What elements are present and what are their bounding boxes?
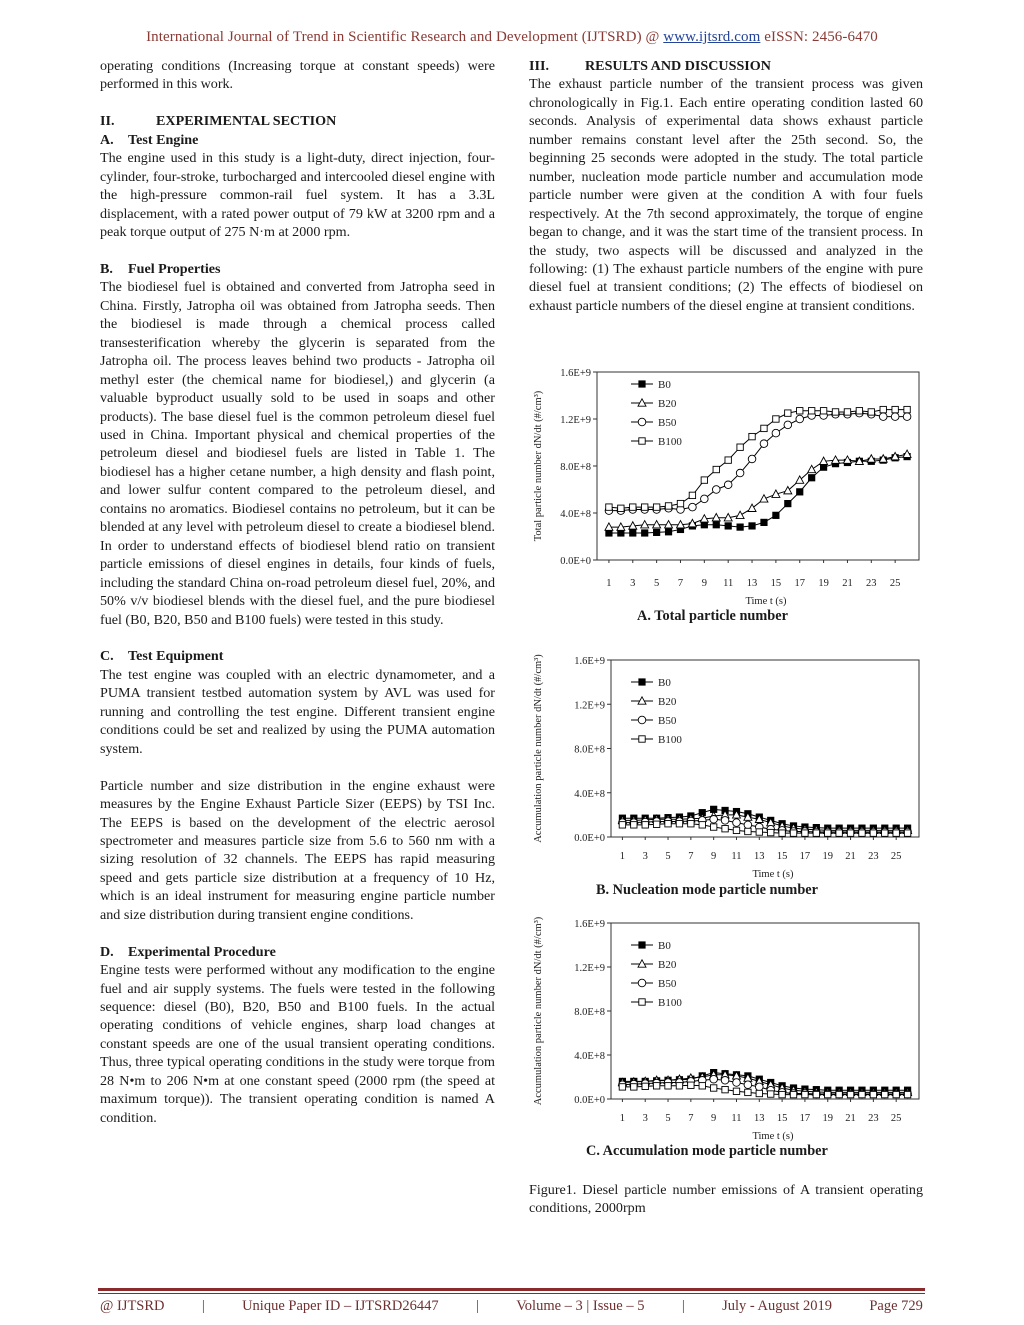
legend-marker [639, 438, 645, 444]
data-point [825, 1091, 831, 1097]
data-point [847, 1091, 853, 1097]
x-axis-label: Time t (s) [745, 596, 787, 607]
footer-sep: | [681, 1298, 685, 1314]
header-text: International Journal of Trend in Scientific Research and Development (IJTSRD) @ [146, 29, 664, 45]
x-tick-label: 13 [754, 1113, 765, 1124]
data-point [836, 830, 842, 836]
data-point [677, 500, 683, 506]
data-point [755, 1083, 763, 1091]
data-point [832, 409, 838, 415]
data-point [779, 1091, 785, 1097]
data-point [689, 492, 695, 498]
data-point [813, 830, 819, 836]
x-tick-label: 9 [701, 578, 707, 589]
x-tick-label: 21 [842, 578, 853, 589]
chart-caption-accumulation: C. Accumulation mode particle number [586, 1143, 828, 1159]
data-point [797, 408, 803, 414]
y-tick-label: 8.0E+8 [560, 462, 591, 473]
x-tick-label: 19 [818, 578, 829, 589]
data-point [712, 486, 720, 494]
data-point [653, 504, 659, 510]
section-heading-experimental [100, 112, 495, 130]
legend-marker [639, 736, 645, 742]
data-point [796, 415, 804, 423]
data-point [760, 440, 768, 448]
paragraph-results: The exhaust particle number of the transient process was given chronologically in Fig.1. Each entire operating condition lasted 60 seconds. Analysis of experimental data shows exhaust particle number remains constant level after the 25th second. So, the beginning 25 seconds were adopted in the study. The total particle number, nucleation mode particle number and accumulation mode particle number were given at the condition A with four fuels respectively. At the 7th second approximately, the torque of engine began to change, and it was the start time of the transient process. In the study, two aspects will be discussed and analyzed in the following: (1) The exhaust particle numbers of the engine with pure diesel fuel at transient conditions; (2) The effects of biodiesel on exhaust particle numbers of the diesel engine at transient conditions. [529, 76, 923, 314]
x-tick-label: 19 [822, 1113, 833, 1124]
data-point [882, 830, 888, 836]
x-axis-label: Time t (s) [752, 1131, 794, 1142]
data-point [785, 500, 791, 506]
data-point [653, 1083, 659, 1089]
data-point [904, 830, 910, 836]
right-column [529, 57, 923, 315]
data-point [847, 830, 853, 836]
data-point [665, 503, 671, 509]
data-point [721, 817, 729, 825]
data-point [880, 406, 886, 412]
intro-tail: operating conditions (Increasing torque at constant speeds) were performed in this work. [100, 58, 495, 93]
x-axis-label: Time t (s) [752, 869, 794, 880]
data-point [790, 1091, 796, 1097]
subsection-number: C. [100, 648, 114, 665]
section-number: II. [100, 113, 115, 130]
legend-marker [639, 679, 645, 685]
data-point [882, 1091, 888, 1097]
x-tick-label: 5 [665, 851, 671, 862]
data-point [808, 408, 814, 414]
subsection-number: B. [100, 260, 113, 277]
data-point [721, 1077, 729, 1085]
subsection-heading-experimental-procedure [100, 943, 495, 961]
data-point [808, 475, 814, 481]
y-axis-label: Total particle number dN/dt (#/cm³) [533, 390, 544, 542]
data-point [773, 416, 779, 422]
data-point [642, 530, 648, 536]
data-point [904, 1091, 910, 1097]
data-point [631, 822, 637, 828]
legend-label: B50 [658, 715, 677, 727]
x-tick-label: 21 [845, 1113, 856, 1124]
x-tick-label: 1 [606, 578, 612, 589]
data-point [701, 495, 709, 503]
legend-label: B100 [658, 734, 682, 746]
data-point [784, 421, 792, 429]
data-point [760, 495, 768, 502]
y-tick-label: 4.0E+8 [574, 788, 605, 800]
data-point [745, 828, 751, 834]
y-tick-label: 4.0E+8 [560, 509, 591, 520]
chart-svg [529, 914, 924, 1146]
x-tick-label: 23 [866, 578, 877, 589]
y-tick-label: 1.6E+9 [574, 656, 605, 667]
data-point [713, 522, 719, 528]
x-tick-label: 15 [776, 1113, 788, 1124]
subsection-heading-test-engine [100, 131, 495, 149]
data-point [856, 408, 862, 414]
series-b50 [605, 409, 911, 514]
legend-label: B50 [658, 978, 677, 990]
data-point [748, 504, 756, 511]
chart-total-particle-number [529, 364, 924, 610]
data-point [736, 511, 744, 518]
series-b20 [605, 450, 911, 530]
subsection-title: Test Engine [128, 131, 199, 148]
y-axis-label: Accumulation particle number dN/dt (#/cm³) [533, 916, 544, 1106]
data-point [859, 1091, 865, 1097]
x-tick-label: 11 [723, 578, 734, 589]
legend-marker [639, 942, 645, 948]
paragraph-test-engine: The engine used in this study is a light-duty, direct injection, four-cylinder, four-stroke, turbocharged and intercooled diesel engine with the high-pressure common-rail fuel system. It has a 3.3L displacement, with a rated power output of 79 kW at 3200 rpm and a peak torque output of 275 N·m at 2000 rpm. [100, 150, 495, 241]
y-tick-label: 4.0E+8 [574, 1051, 605, 1062]
data-point [630, 504, 636, 510]
data-point [868, 409, 874, 415]
section-number: III. [529, 58, 549, 74]
x-tick-label: 7 [688, 851, 694, 862]
x-tick-label: 3 [642, 1113, 648, 1124]
x-tick-label: 21 [845, 851, 856, 862]
data-point [688, 1082, 694, 1088]
figure-caption: Figure1. Diesel particle number emissions of A transient operating conditions, 2000rpm [529, 1182, 923, 1217]
x-tick-label: 3 [642, 851, 648, 862]
data-point [722, 1086, 728, 1092]
y-tick-label: 1.2E+9 [574, 963, 605, 974]
x-tick-label: 11 [731, 851, 742, 862]
data-point [689, 503, 697, 511]
x-tick-label: 9 [711, 851, 717, 862]
legend-marker [638, 979, 646, 987]
data-point [737, 444, 743, 450]
data-point [605, 523, 613, 530]
data-point [749, 523, 755, 529]
data-point [761, 425, 767, 431]
data-point [642, 504, 648, 510]
y-axis-label: Accumulation particle number dN/dt (#/cm³) [533, 654, 544, 843]
data-point [893, 830, 899, 836]
data-point [725, 457, 731, 463]
y-tick-label: 1.2E+9 [560, 415, 591, 426]
data-point [768, 1091, 774, 1097]
footer-volume: Volume – 3 | Issue – 5 [516, 1298, 645, 1314]
legend-label: B100 [658, 436, 682, 448]
x-tick-label: 5 [654, 578, 660, 589]
x-tick-label: 1 [619, 851, 626, 862]
data-point [802, 1091, 808, 1097]
data-point [825, 830, 831, 836]
data-point [870, 830, 876, 836]
data-point [733, 1079, 741, 1087]
data-point [618, 505, 624, 511]
y-tick-label: 1.6E+9 [560, 368, 591, 379]
subsection-heading-fuel-properties [100, 260, 495, 278]
data-point [630, 530, 636, 536]
x-tick-label: 23 [868, 1113, 879, 1124]
legend-label: B20 [658, 959, 677, 971]
data-point [725, 523, 731, 529]
data-point [631, 1084, 637, 1090]
subsection-heading-test-equipment [100, 647, 495, 665]
x-tick-label: 13 [746, 578, 758, 589]
data-point [653, 529, 659, 535]
x-tick-label: 23 [868, 851, 879, 862]
x-tick-label: 15 [770, 578, 782, 589]
data-point [844, 409, 850, 415]
footer-journal: @ IJTSRD [100, 1298, 165, 1314]
data-point [893, 1091, 899, 1097]
journal-link[interactable]: www.ijtsrd.com [663, 29, 761, 45]
data-point [879, 413, 887, 421]
data-point [790, 830, 796, 836]
data-point [779, 830, 785, 836]
data-point [749, 433, 755, 439]
data-point [836, 1091, 842, 1097]
data-point [606, 504, 612, 510]
footer-rule-thin [98, 1293, 925, 1294]
series-b0 [606, 453, 911, 536]
legend-label: B50 [658, 417, 677, 429]
data-point [676, 821, 682, 827]
data-point [710, 1075, 718, 1083]
x-tick-label: 19 [822, 851, 833, 862]
data-point [736, 469, 744, 477]
legend-label: B0 [658, 379, 671, 391]
data-point [642, 822, 648, 828]
data-point [892, 406, 898, 412]
subsection-number: D. [100, 943, 114, 960]
data-point [724, 481, 732, 489]
paragraph-eeps: Particle number and size distribution in the engine exhaust were measures by the Engine Exhaust Particle Sizer (EEPS) by TSI Inc. The EEPS is based on the development of the electric aerosol spectrometer and measures particle size from 5.6 to 560 nm with a sizing resolution of 32 channels. The EEPS has rapid measuring speed and gets particle size distribution at a frequency of 10 Hz, which is an ideal instrument for measuring engine particle number and size distribution during transient engine conditions. [100, 777, 495, 923]
data-point [733, 827, 739, 833]
series-line [609, 457, 907, 533]
data-point [773, 512, 779, 518]
y-tick-label: 8.0E+8 [574, 744, 605, 756]
data-point [737, 524, 743, 530]
legend-label: B20 [658, 696, 677, 708]
x-tick-label: 13 [754, 851, 765, 862]
footer-page: Page 729 [869, 1298, 923, 1314]
data-point [744, 1081, 752, 1089]
series-b0 [619, 1069, 911, 1093]
legend-label: B100 [658, 997, 682, 1009]
data-point [733, 819, 741, 827]
x-tick-label: 7 [677, 578, 684, 589]
footer-paper-id: Unique Paper ID – IJTSRD26447 [242, 1298, 439, 1314]
data-point [870, 1091, 876, 1097]
data-point [745, 1089, 751, 1095]
series-b20 [618, 811, 911, 834]
legend-marker [638, 716, 646, 724]
y-tick-label: 0.0E+0 [574, 1095, 605, 1106]
y-tick-label: 1.2E+9 [574, 700, 605, 712]
data-point [713, 466, 719, 472]
series-line [609, 454, 907, 527]
data-point [748, 455, 756, 463]
data-point [756, 829, 762, 835]
legend-marker [639, 999, 645, 1005]
section-title: RESULTS AND DISCUSSION [585, 58, 771, 74]
subsection-title: Test Equipment [128, 648, 224, 665]
data-point [813, 1091, 819, 1097]
section-title: EXPERIMENTAL SECTION [156, 113, 337, 130]
subsection-number: A. [100, 131, 114, 148]
data-point [768, 829, 774, 835]
footer-rule [98, 1288, 925, 1291]
data-point [722, 826, 728, 832]
legend-marker [639, 381, 645, 387]
data-point [808, 465, 816, 472]
data-point [676, 1083, 682, 1089]
legend-label: B0 [658, 677, 671, 689]
x-tick-label: 17 [794, 578, 805, 589]
data-point [665, 1083, 671, 1089]
data-point [891, 413, 899, 421]
chart-svg [529, 364, 924, 610]
section-heading-results [529, 57, 923, 75]
subsection-title: Fuel Properties [128, 260, 221, 277]
x-tick-label: 17 [799, 851, 811, 862]
data-point [665, 529, 671, 535]
data-point [802, 830, 808, 836]
running-header [0, 29, 1024, 46]
data-point [699, 822, 705, 828]
chart-caption-total: A. Total particle number [637, 608, 788, 624]
subsection-title: Experimental Procedure [128, 943, 276, 960]
footer-sep: | [201, 1298, 205, 1314]
x-tick-label: 3 [630, 578, 636, 589]
chart-svg [529, 651, 924, 883]
paragraph-experimental-procedure: Engine tests were performed without any modification to the engine fuel and air supply systems. The fuels were tested in the following sequence: diesel (B0), B20, B50 and B100 fuels. In the actual operating conditions of vehicle engines, sharp load changes at constant speeds are one of the usual transient operating conditions. Thus, three typical operating conditions in the study were torque from 28 N•m to 206 N•m at one constant speed (2000 rpm (the speed at maximum torque)). The transient operating condition is named A condition. [100, 962, 495, 1126]
data-point [699, 1083, 705, 1089]
x-tick-label: 25 [890, 1113, 902, 1124]
x-tick-label: 1 [619, 1113, 626, 1124]
chart-nucleation-mode [529, 651, 924, 883]
footer-date: July - August 2019 [722, 1298, 833, 1314]
x-tick-label: 15 [776, 851, 788, 862]
data-point [797, 489, 803, 495]
data-point [761, 519, 767, 525]
y-tick-label: 8.0E+8 [574, 1007, 605, 1018]
data-point [665, 821, 671, 827]
data-point [653, 821, 659, 827]
data-point [710, 824, 716, 830]
x-tick-label: 25 [890, 851, 902, 862]
x-tick-label: 5 [665, 1113, 671, 1124]
data-point [904, 406, 910, 412]
data-point [642, 1083, 648, 1089]
chart-accumulation-mode [529, 914, 924, 1146]
data-point [619, 1084, 625, 1090]
data-point [903, 413, 911, 421]
data-point [820, 408, 826, 414]
data-point [756, 1090, 762, 1096]
y-tick-label: 0.0E+0 [560, 556, 591, 567]
x-tick-label: 17 [799, 1113, 811, 1124]
legend-marker [638, 418, 646, 426]
paragraph-test-equipment: The test engine was coupled with an electric dynamometer, and a PUMA transient testbed automation system by AVL was used for running and controlling the test engine. Different transient engine conditions could be set and realized by using the PUMA automation system. [100, 666, 495, 757]
y-tick-label: 0.0E+0 [574, 833, 605, 844]
data-point [772, 429, 780, 437]
x-tick-label: 9 [711, 1113, 717, 1124]
y-tick-label: 1.6E+9 [574, 919, 605, 930]
data-point [733, 1088, 739, 1094]
data-point [785, 410, 791, 416]
running-footer [100, 1298, 923, 1315]
legend-label: B20 [658, 398, 677, 410]
data-point [710, 1085, 716, 1091]
x-tick-label: 7 [688, 1113, 694, 1124]
data-point [710, 816, 718, 824]
chart-caption-nucleation: B. Nucleation mode particle number [596, 882, 818, 898]
series-b0 [619, 806, 911, 831]
header-issn: eISSN: 2456-6470 [760, 29, 878, 45]
footer-sep: | [475, 1298, 479, 1314]
data-point [688, 821, 694, 827]
left-column [100, 57, 495, 1127]
paragraph-fuel-properties: The biodiesel fuel is obtained and converted from Jatropha seed in China. Firstly, Jatropha oil was obtained from Jatropha seeds. Then the biodiesel is made through a chemical process called transesterification whereby the glycerin is separated from the Jatropha oil. The process leaves behind two products - Jatropha oil methyl ester (the chemical name for biodiesel,) and glycerin (a valuable byproduct usually sold to be used in soaps and other products). The base diesel fuel is the common petroleum diesel fuel used in China. Important physical and chemical properties of the petroleum diesel and biodiesel fuels are listed in Table 1. The biodiesel has a higher cetane number, a high density and flash point, and lower sulfur content compared to the petroleum diesel, and contains no aromatics. Biodiesel contains no petroleum, but it can be blended at any level with petroleum diesel to create a biodiesel blend. In order to understand effects of biodiesel blend ratio on transient particle emissions of diesel engines in details, four kinds of fuels, including the standard China on-road petroleum diesel fuel, 20%, and 50% v/v biodiesel blends with the diesel fuel, and the pure biodiesel fuel (B0, B20, B50 and B100 fuels) were tested in this study. [100, 279, 495, 628]
data-point [701, 477, 707, 483]
data-point [744, 821, 752, 829]
x-tick-label: 11 [731, 1113, 742, 1124]
data-point [619, 822, 625, 828]
data-point [859, 830, 865, 836]
legend-label: B0 [658, 940, 671, 952]
x-tick-label: 25 [889, 578, 901, 589]
